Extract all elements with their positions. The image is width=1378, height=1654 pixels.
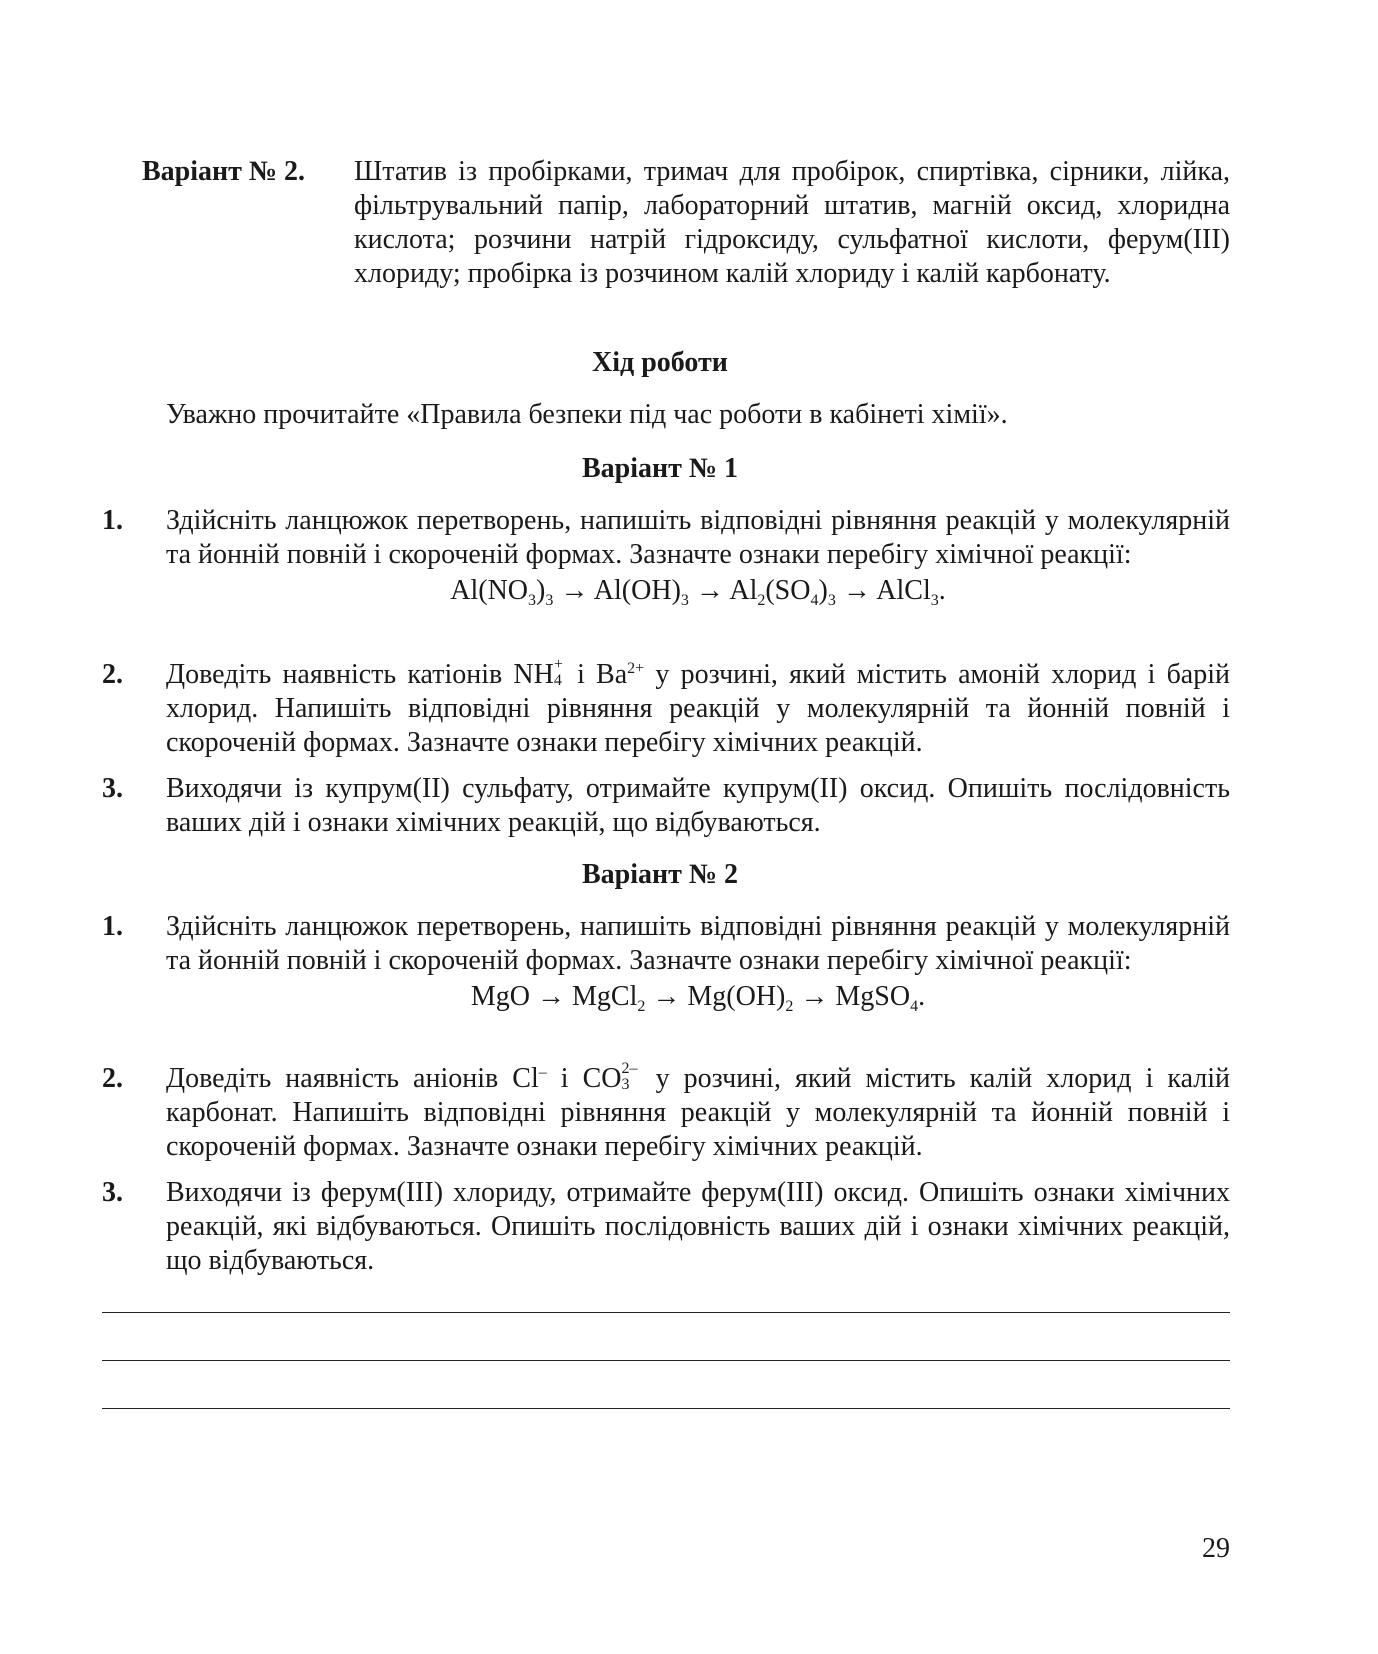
variant1-heading: Варіант № 1: [581, 453, 739, 484]
task-number: 1.: [102, 505, 123, 536]
equipment-text: Штатив із пробірками, тримач для пробірок, спиртівка, сірники, лійка, фільтрувальний папір, лабораторний штатив, магній оксид, хлоридна кислота; розчини натрій гідроксиду, сульфатної кислоти, ферум(ІІІ) хлориду; пробірка із розчином калій хлориду і калій карбонату.: [354, 156, 1230, 289]
variant2-formula: MgO → MgCl$_2$ → $Mg(OH)_2$ → MgSO$_4$.: [470, 981, 926, 1015]
task-body: Виходячи із купрум(ІІ) сульфату, отримайте купрум(ІІ) оксид. Опишіть послідовність ваших дій і ознаки хімічних реакцій, що відбуваються.: [166, 773, 1230, 838]
ammonium-charge: + 4: [553, 656, 563, 689]
task-text: Здійсніть ланцюжок перетворень, напишіть відповідні рівняння реакцій у молекулярній та йонній повній і скороченій формах. Зазначте ознаки перебігу хімічної реакції:: [166, 505, 1230, 570]
task-body: [166, 910, 1230, 1014]
task-number: 3.: [102, 773, 123, 804]
task-number: 1.: [102, 911, 123, 942]
task-text: Здійсніть ланцюжок перетворень, напишіть відповідні рівняння реакцій у молекулярній та йонній повній і скороченій формах. Зазначте ознаки перебігу хімічної реакції:: [166, 911, 1230, 976]
variant1-formula: $Al(NO_3)_3 \to Al(OH)_3 \to Al_2(SO_4)_3$ → AlCl$_3$.: [450, 575, 946, 609]
task-body: Виходячи із ферум(ІІІ) хлориду, отримайте ферум(ІІІ) оксид. Опишіть ознаки хімічних реакцій, які відбуваються. Опишіть послідовність ваших дій і ознаки хімічних реакцій, що відбуваються.: [166, 1177, 1230, 1276]
page-number: 29: [1202, 1533, 1230, 1564]
answer-line: [102, 1408, 1230, 1409]
answer-line: [102, 1312, 1230, 1313]
task-body: Доведіть наявність аніонів Cl– і CO 2– 3 у розчині, який містить калій хлорид і калій карбонат. Напишіть відповідні рівняння реакцій у молекулярній та йонній повній і скороченій формах. Зазначте ознаки перебігу хімічних реакцій.: [166, 1060, 1230, 1162]
procedure-heading: Хід роботи: [592, 347, 728, 378]
task-number: 2.: [102, 1063, 123, 1094]
equipment-label: Варіант № 2.: [142, 156, 306, 187]
task-body: Доведіть наявність катіонів NH + 4 і $Ba^{2+}$ у розчині, який містить амоній хлорид і барій хлорид. Напишіть відповідні рівняння реакцій у молекулярній та йонній повній і скороченій формах. Зазначте ознаки перебігу хімічних реакцій.: [166, 656, 1231, 758]
task-body: [166, 504, 1230, 608]
task-number: 3.: [102, 1177, 123, 1208]
answer-line: [102, 1360, 1230, 1361]
carbonate-charge: 2– 3: [621, 1060, 638, 1093]
procedure-intro: Уважно прочитайте «Правила безпеки під час роботи в кабінеті хімії».: [166, 399, 1008, 430]
variant2-heading: Варіант № 2: [581, 859, 739, 890]
task-number: 2.: [102, 659, 123, 690]
